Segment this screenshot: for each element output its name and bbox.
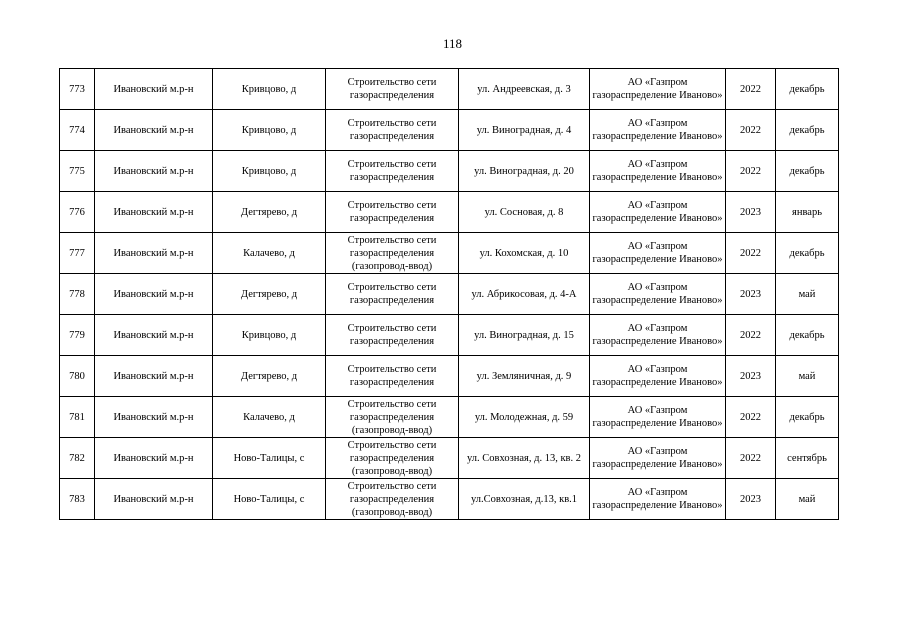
work-type-cell: Строительство сети газораспределения [326,356,459,397]
organization-cell: АО «Газпром газораспределение Иваново» [590,233,726,274]
district-cell: Ивановский м.р-н [95,69,213,110]
month-cell: декабрь [776,315,839,356]
address-cell: ул. Андреевская, д. 3 [459,69,590,110]
locality-cell: Кривцово, д [213,315,326,356]
row-number-cell: 781 [60,397,95,438]
locality-cell: Калачево, д [213,233,326,274]
address-cell: ул. Молодежная, д. 59 [459,397,590,438]
year-cell: 2023 [726,356,776,397]
locality-cell: Калачево, д [213,397,326,438]
table-row [60,356,839,397]
year-cell: 2023 [726,192,776,233]
table-row [60,479,839,520]
district-cell: Ивановский м.р-н [95,151,213,192]
work-type-cell: Строительство сети газораспределения (газопровод-ввод) [326,397,459,438]
month-cell: май [776,479,839,520]
year-cell: 2023 [726,274,776,315]
locality-cell: Ново-Талицы, с [213,438,326,479]
month-cell: декабрь [776,69,839,110]
row-number-cell: 780 [60,356,95,397]
table-row [60,110,839,151]
organization-cell: АО «Газпром газораспределение Иваново» [590,315,726,356]
address-cell: ул. Абрикосовая, д. 4-А [459,274,590,315]
organization-cell: АО «Газпром газораспределение Иваново» [590,356,726,397]
page-number: 118 [442,36,463,51]
year-cell: 2022 [726,233,776,274]
district-cell: Ивановский м.р-н [95,233,213,274]
locality-cell: Кривцово, д [213,110,326,151]
organization-cell: АО «Газпром газораспределение Иваново» [590,192,726,233]
locality-cell: Кривцово, д [213,69,326,110]
address-cell: ул. Виноградная, д. 15 [459,315,590,356]
work-type-cell: Строительство сети газораспределения [326,192,459,233]
district-cell: Ивановский м.р-н [95,274,213,315]
address-cell: ул. Совхозная, д. 13, кв. 2 [459,438,590,479]
year-cell: 2022 [726,438,776,479]
year-cell: 2023 [726,479,776,520]
organization-cell: АО «Газпром газораспределение Иваново» [590,397,726,438]
table-row [60,233,839,274]
row-number-cell: 773 [60,69,95,110]
organization-cell: АО «Газпром газораспределение Иваново» [590,110,726,151]
month-cell: январь [776,192,839,233]
address-cell: ул. Виноградная, д. 20 [459,151,590,192]
district-cell: Ивановский м.р-н [95,397,213,438]
row-number-cell: 777 [60,233,95,274]
row-number-cell: 779 [60,315,95,356]
work-type-cell: Строительство сети газораспределения [326,151,459,192]
row-number-cell: 774 [60,110,95,151]
work-type-cell: Строительство сети газораспределения [326,110,459,151]
organization-cell: АО «Газпром газораспределение Иваново» [590,151,726,192]
district-cell: Ивановский м.р-н [95,110,213,151]
table-body [60,69,839,520]
row-number-cell: 776 [60,192,95,233]
year-cell: 2022 [726,151,776,192]
address-cell: ул. Сосновая, д. 8 [459,192,590,233]
organization-cell: АО «Газпром газораспределение Иваново» [590,69,726,110]
table-row [60,438,839,479]
district-cell: Ивановский м.р-н [95,192,213,233]
address-cell: ул.Совхозная, д.13, кв.1 [459,479,590,520]
organization-cell: АО «Газпром газораспределение Иваново» [590,438,726,479]
work-type-cell: Строительство сети газораспределения [326,69,459,110]
work-type-cell: Строительство сети газораспределения (газопровод-ввод) [326,438,459,479]
row-number-cell: 783 [60,479,95,520]
address-cell: ул. Кохомская, д. 10 [459,233,590,274]
month-cell: сентябрь [776,438,839,479]
work-type-cell: Строительство сети газораспределения [326,274,459,315]
row-number-cell: 775 [60,151,95,192]
organization-cell: АО «Газпром газораспределение Иваново» [590,274,726,315]
month-cell: декабрь [776,151,839,192]
locality-cell: Дегтярево, д [213,192,326,233]
year-cell: 2022 [726,397,776,438]
year-cell: 2022 [726,315,776,356]
month-cell: декабрь [776,233,839,274]
row-number-cell: 778 [60,274,95,315]
locality-cell: Дегтярево, д [213,356,326,397]
district-cell: Ивановский м.р-н [95,315,213,356]
work-type-cell: Строительство сети газораспределения (газопровод-ввод) [326,233,459,274]
row-number-cell: 782 [60,438,95,479]
table-row [60,192,839,233]
work-type-cell: Строительство сети газораспределения (газопровод-ввод) [326,479,459,520]
table-row [60,397,839,438]
organization-cell: АО «Газпром газораспределение Иваново» [590,479,726,520]
address-cell: ул. Виноградная, д. 4 [459,110,590,151]
district-cell: Ивановский м.р-н [95,438,213,479]
month-cell: май [776,356,839,397]
month-cell: май [776,274,839,315]
table-row [60,151,839,192]
work-type-cell: Строительство сети газораспределения [326,315,459,356]
locality-cell: Ново-Талицы, с [213,479,326,520]
table-row [60,274,839,315]
address-cell: ул. Земляничная, д. 9 [459,356,590,397]
month-cell: декабрь [776,397,839,438]
table-row [60,315,839,356]
table-row [60,69,839,110]
district-cell: Ивановский м.р-н [95,479,213,520]
gasification-table [59,68,839,520]
locality-cell: Кривцово, д [213,151,326,192]
district-cell: Ивановский м.р-н [95,356,213,397]
month-cell: декабрь [776,110,839,151]
year-cell: 2022 [726,69,776,110]
locality-cell: Дегтярево, д [213,274,326,315]
year-cell: 2022 [726,110,776,151]
